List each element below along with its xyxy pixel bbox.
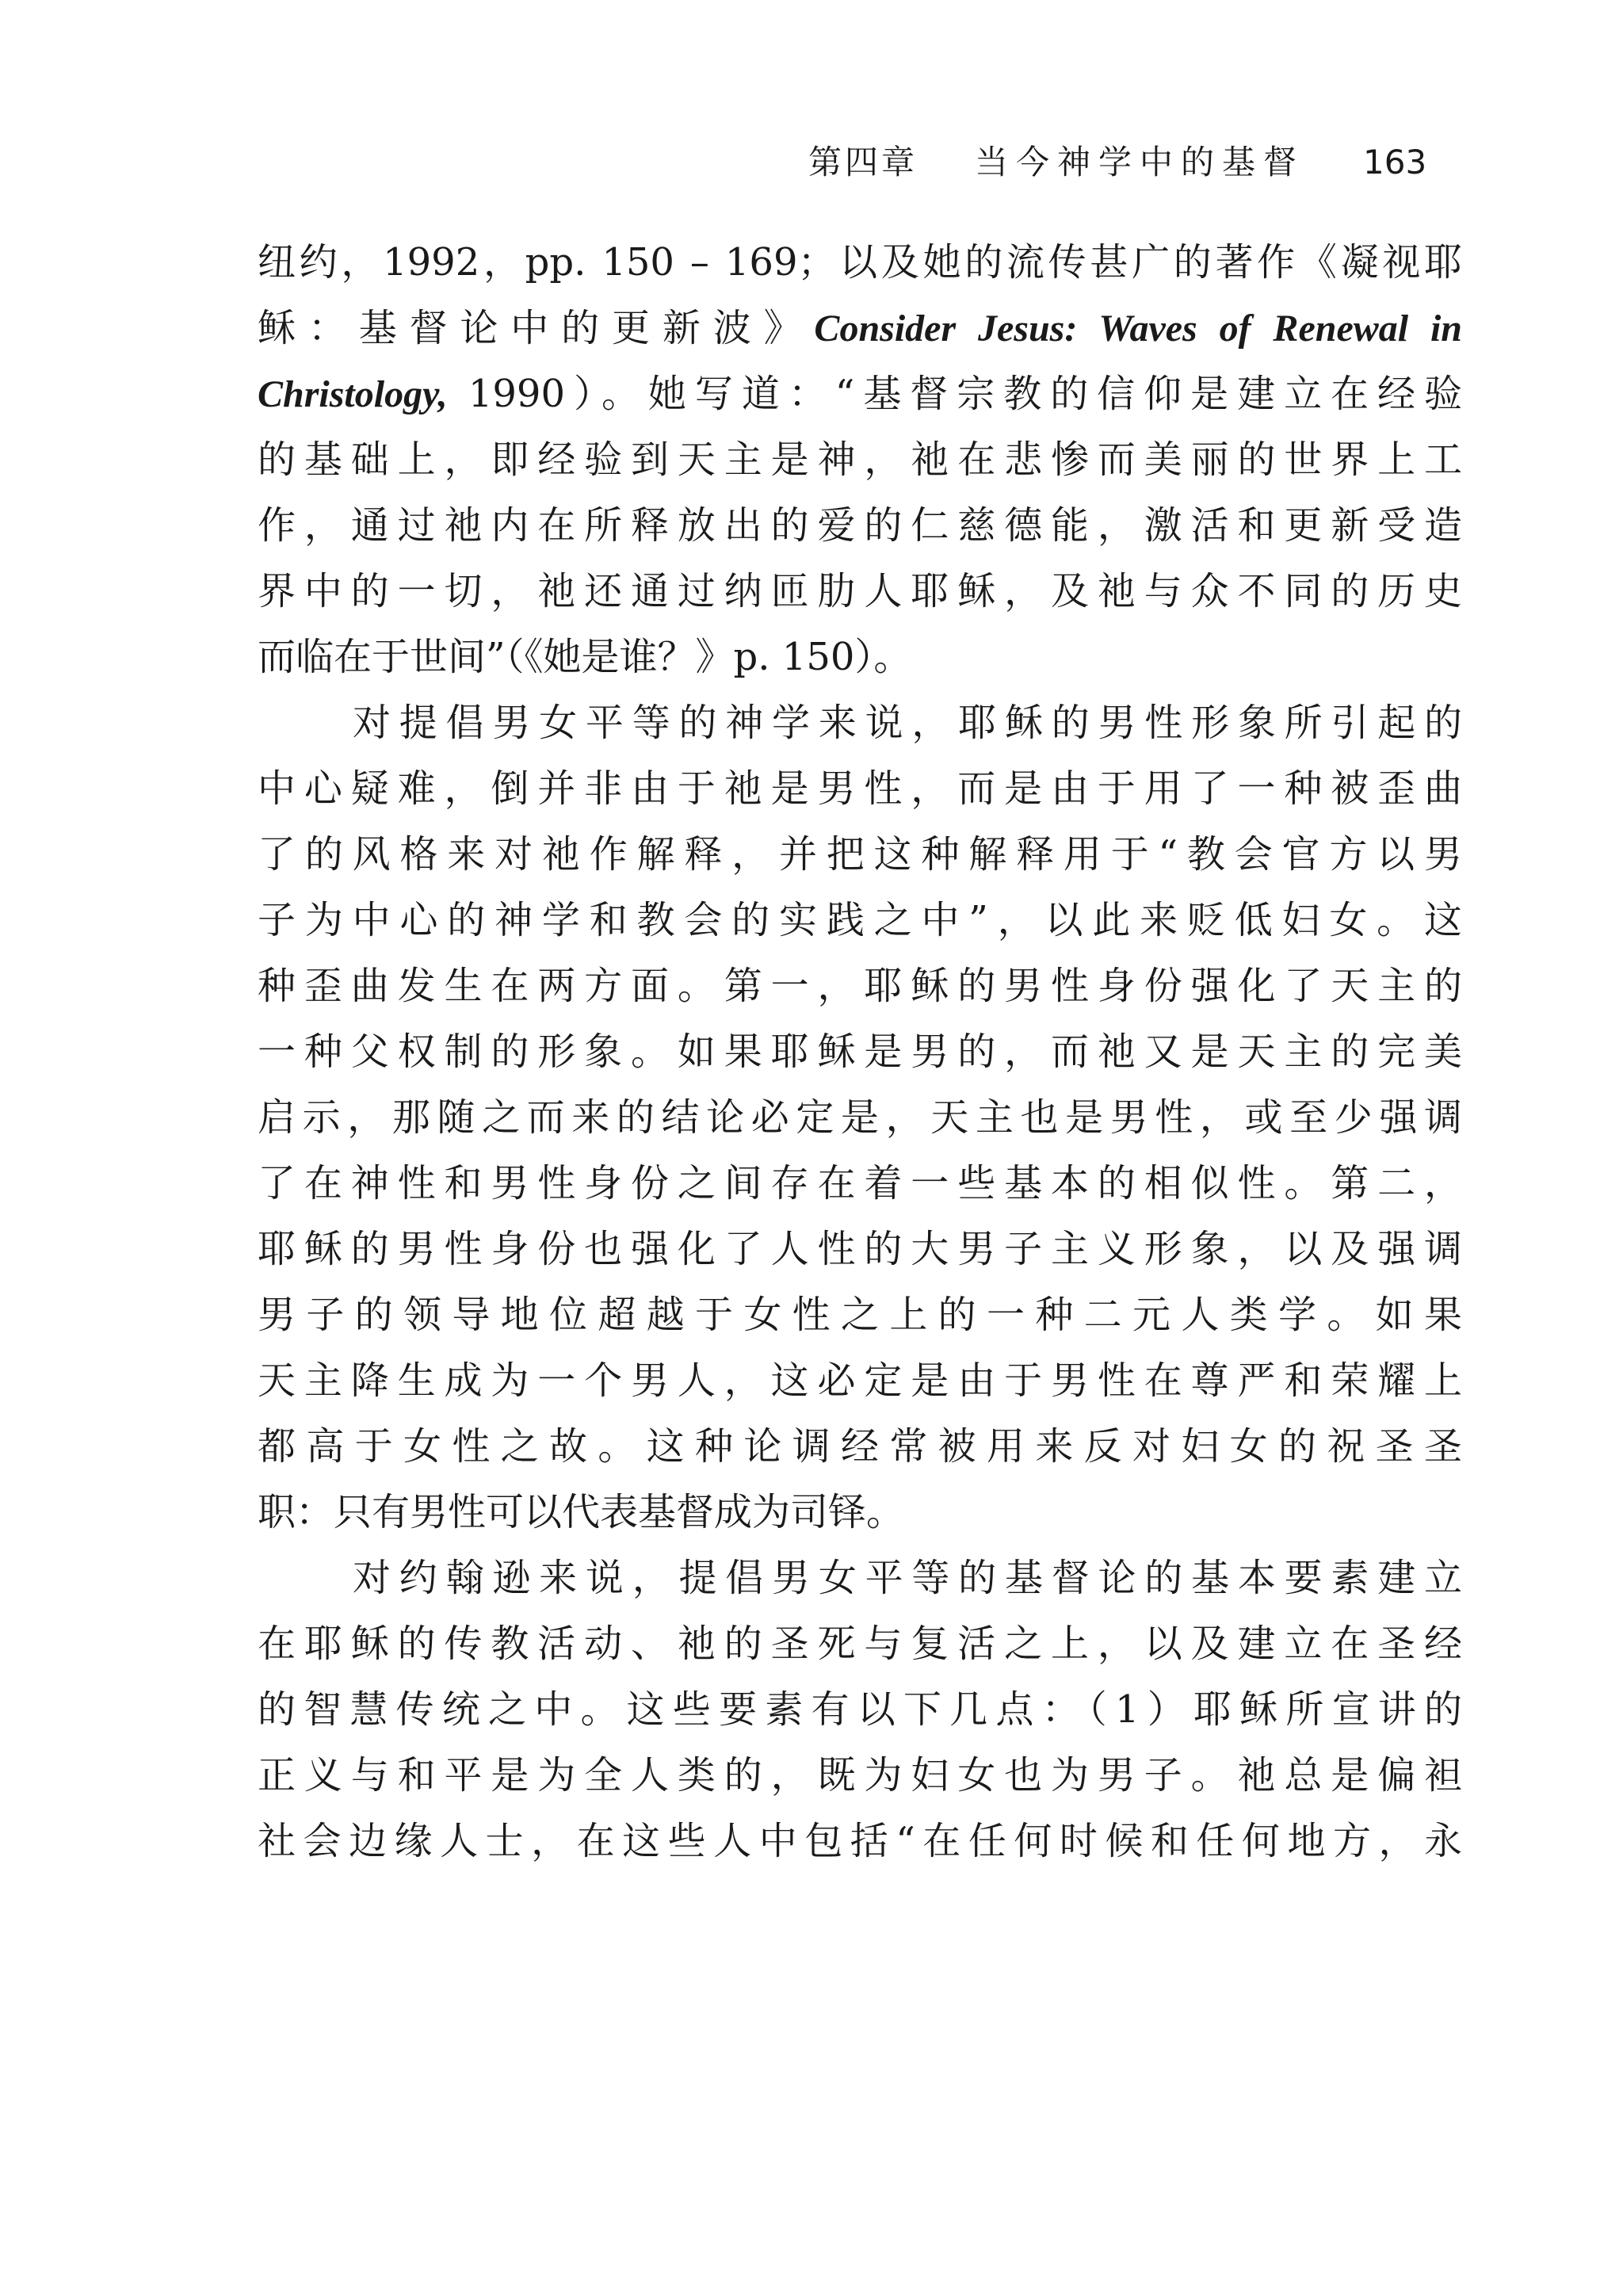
text-line: 天主降生成为一个男人，这必定是由于男性在尊严和荣耀上 [258, 1358, 1462, 1403]
paragraph-start-line: 对提倡男女平等的神学来说，耶稣的男性形象所引起的 [353, 701, 1462, 745]
text-line: 在耶稣的传教活动、祂的圣死与复活之上，以及建立在圣经 [258, 1622, 1462, 1666]
chapter-title: 当今神学中的基督 [975, 143, 1305, 181]
body-text [258, 230, 1462, 1874]
text-line: 纽约，1992，pp. 150 – 169；以及她的流传甚广的著作《凝视耶 [258, 240, 1462, 285]
text-line: 社会边缘人士，在这些人中包括“在任何时候和任何地方，永 [258, 1819, 1462, 1863]
text-line: 界中的一切，祂还通过纳匝肋人耶稣，及祂与众不同的历史 [258, 569, 1462, 613]
text-line-part: 稣：基督论中的更新波》 [258, 306, 815, 350]
text-line-part: 1990）。她写道：“基督宗教的信仰是建立在经验 [447, 372, 1462, 416]
paragraph-start-line: 对约翰逊来说，提倡男女平等的基督论的基本要素建立 [353, 1556, 1462, 1600]
text-line: 的智慧传统之中。这些要素有以下几点：（1）耶稣所宣讲的 [258, 1687, 1462, 1732]
text-line: 的基础上，即经验到天主是神，祂在悲惨而美丽的世界上工 [258, 437, 1462, 482]
text-line: 了的风格来对祂作解释，并把这种解释用于“教会官方以男 [258, 832, 1462, 877]
running-header [808, 135, 1442, 190]
text-line: 作，通过祂内在所释放出的爱的仁慈德能，激活和更新受造 [258, 503, 1462, 548]
text-line: 一种父权制的形象。如果耶稣是男的，而祂又是天主的完美 [258, 1030, 1462, 1074]
italic-book-title: Consider Jesus: Waves of Renewal in [814, 308, 1462, 350]
text-line [258, 296, 1462, 361]
text-line: 耶稣的男性身份也强化了人性的大男子主义形象，以及强调 [258, 1227, 1462, 1271]
text-line: 子为中心的神学和教会的实践之中”，以此来贬低妇女。这 [258, 898, 1462, 942]
text-line: 都高于女性之故。这种论调经常被用来反对妇女的祝圣圣 [258, 1424, 1462, 1469]
text-line: 男子的领导地位超越于女性之上的一种二元人类学。如果 [258, 1293, 1462, 1337]
text-line: 职：只有男性可以代表基督成为司铎。 [258, 1490, 905, 1534]
text-line: 启示，那随之而来的结论必定是，天主也是男性，或至少强调 [258, 1095, 1462, 1140]
text-line: 种歪曲发生在两方面。第一，耶稣的男性身份强化了天主的 [258, 964, 1462, 1008]
text-line: 而临在于世间”（《她是谁？》p. 150）。 [258, 635, 912, 679]
text-line [258, 361, 1462, 427]
text-line: 中心疑难，倒并非由于祂是男性，而是由于用了一种被歪曲 [258, 766, 1462, 811]
chapter-label: 第四章 [808, 143, 918, 181]
text-line: 正义与和平是为全人类的，既为妇女也为男子。祂总是偏袒 [258, 1753, 1462, 1797]
page-number: 163 [1363, 143, 1427, 181]
italic-book-title-end: Christology, [258, 373, 448, 415]
text-line: 了在神性和男性身份之间存在着一些基本的相似性。第二， [258, 1161, 1462, 1205]
